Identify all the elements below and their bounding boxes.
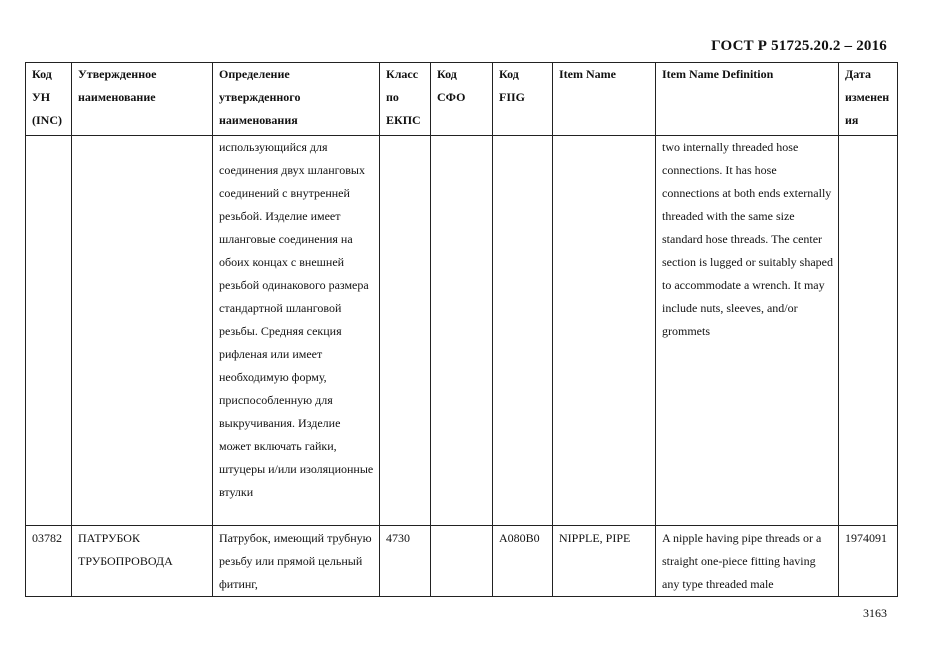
header-label: Утвержденное наименование: [78, 67, 157, 104]
header-label: Дата изменен ия: [845, 67, 890, 127]
header-label: Item Name: [559, 67, 616, 81]
table-header-row: [26, 63, 898, 136]
header-definition-ru: [213, 63, 380, 136]
cell-item-name-definition: A nipple having pipe threads or a straight one-piece fitting having any type threaded male: [656, 526, 839, 597]
cell-ekps-class: 4730: [380, 526, 431, 597]
cell-change-date: 1974091: [839, 526, 898, 597]
table-row: [26, 136, 898, 526]
cell-sfo-code: [431, 526, 493, 597]
cell-change-date: [839, 136, 898, 526]
header-ekps-class: [380, 63, 431, 136]
header-inc: [26, 63, 72, 136]
catalog-table: [25, 62, 898, 597]
cell-item-name: NIPPLE, PIPE: [553, 526, 656, 597]
header-item-name-definition: [656, 63, 839, 136]
header-label: Item Name Definition: [662, 67, 774, 81]
header-change-date: [839, 63, 898, 136]
cell-item-name: [553, 136, 656, 526]
cell-definition-ru: использующийся для соединения двух шланговых соединений с внутренней резьбой. Изделие имеет шланговые соединения на обоих концах с внешней резьбой одинакового размера стандартной шланговой резьбы. Средняя секция рифленая или имеет необходимую форму, приспособленную для выкручивания. Изделие может включать гайки, штуцеры и/или изоляционные втулки: [213, 136, 380, 526]
cell-item-name-definition: two internally threaded hose connections. It has hose connections at both ends externally threaded with the same size standard hose threads. The center section is lugged or suitably shaped to accommodate a wrench. It may include nuts, sleeves, and/or grommets: [656, 136, 839, 526]
header-fiig-code: [493, 63, 553, 136]
page-number: 3163: [863, 606, 887, 620]
cell-fiig-code: [493, 136, 553, 526]
header-label: Определение утвержденного наименования: [219, 67, 301, 127]
cell-approved-name: ПАТРУБОК ТРУБОПРОВОДА: [72, 526, 213, 597]
header-label: Код УН (INC): [32, 67, 62, 127]
header-sfo-code: [431, 63, 493, 136]
cell-approved-name: [72, 136, 213, 526]
document-standard-number: ГОСТ Р 51725.20.2 – 2016: [711, 38, 887, 54]
cell-sfo-code: [431, 136, 493, 526]
cell-fiig-code: A080B0: [493, 526, 553, 597]
header-label: Код СФО: [437, 67, 466, 104]
header-label: Класс по ЕКПС: [386, 67, 421, 127]
header-label: Код FIIG: [499, 67, 526, 104]
cell-definition-ru: Патрубок, имеющий трубную резьбу или прямой цельный фитинг,: [213, 526, 380, 597]
cell-ekps-class: [380, 136, 431, 526]
header-approved-name: [72, 63, 213, 136]
cell-inc: 03782: [26, 526, 72, 597]
cell-inc: [26, 136, 72, 526]
table-row: [26, 526, 898, 597]
header-item-name: [553, 63, 656, 136]
